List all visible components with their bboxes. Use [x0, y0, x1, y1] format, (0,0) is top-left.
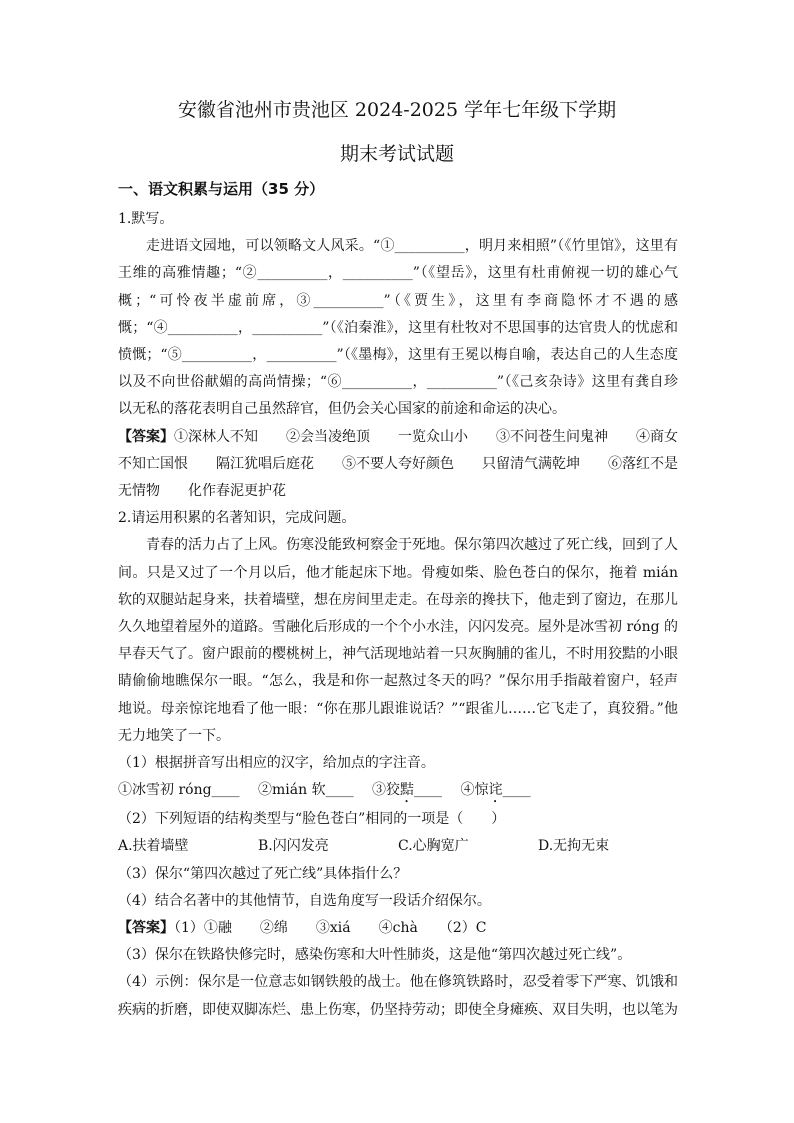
question-2-answer-3: （3）保尔在铁路快修完时，感染伤寒和大叶性肺炎，这是他“第四次越过死亡线”。: [118, 947, 632, 964]
option-c: C.心胸宽广: [398, 838, 469, 855]
question-2-sub4: （4）结合名著中的其他情节，自选角度写一段话介绍保尔。: [118, 892, 491, 909]
sub1-item-2: ②mián 软____: [258, 782, 354, 799]
question-2-heading: 2.请运用积累的名著知识，完成问题。: [118, 510, 356, 527]
question-2-answer-1: [118, 915, 678, 942]
question-2-sub1-items: [118, 777, 678, 806]
question-2-sub1: （1）根据拼音写出相应的汉字，给加点的字注音。: [118, 755, 435, 772]
section-heading-1: 一、语文积累与运用（35 分）: [118, 180, 325, 198]
question-2-options: [118, 833, 678, 860]
option-b: B.闪闪发亮: [258, 838, 329, 855]
sub1-item-4b: ____: [502, 782, 531, 799]
answer-text: ①深林人不知 ②会当凌绝顶 一览众山小 ③不问苍生问鬼神 ④商女不知亡国恨 隔江犹唱后庭花 ⑤不要人夸好颜色 只留清气满乾坤 ⑥落红不是无情物 化作春泥更护花: [118, 428, 678, 500]
sub1-item-1: ①冰雪初 róng____: [118, 782, 240, 799]
document-title-line1: 安徽省池州市贵池区 2024-2025 学年七年级下学期: [177, 99, 617, 121]
question-1-text: 走进语文园地，可以领略文人风采。“①__________，明月来相照”（《竹里馆》，这里有王维的高雅情趣；“②__________，__________”（《望岳》，这里有杜甫俯视一切的雄心气概；“可怜夜半虚前席，③__________”（《贾生》，这里有李商隐怀才不遇的感慨；“④__________，__________”（《泊秦淮》，这里有杜牧对不思国事的达官贵人的忧虑和愤慨；“⑤__________，__________”（《墨梅》，这里有王冕以梅自喻，表达自己的人生态度以及不向世俗献媚的高尚情操；“⑥__________，__________”（《己亥杂诗》这里有龚自珍以无私的落花表明自己虽然辞官，但仍会关心国家的前途和命运的决心。: [118, 238, 678, 418]
sub1-item-4a: ④惊: [460, 782, 489, 799]
document-title-line2: 期末考试试题: [339, 143, 454, 165]
option-d: D.无拘无束: [538, 838, 610, 855]
option-a: A.扶着墙壁: [118, 838, 189, 855]
question-2-passage: 青春的活力占了上风。伤寒没能致柯察金于死地。保尔第四次越过了死亡线，回到了人间。只是又过了一个月以后，他才能起床下地。骨瘦如柴、脸色苍白的保尔，拖着 mián 软的双腿站起身来，扶着墙壁，想在房间里走走。在母亲的搀扶下，他走到了窗边，在那儿久久地望着屋外的道路。雪融化后形成的一个个小水洼，闪闪发亮。屋外是冰雪初 róng 的早春天气了。窗户跟前的樱桃树上，神气活现地站着一只灰胸脯的雀儿，不时用狡黠的小眼睛偷偷地瞧保尔一眼。“怎么，我是和你一起熬过冬天的吗？”保尔用手指敲着窗户，轻声地说。母亲惊诧地看了他一眼：“你在那儿跟谁说话？”“跟雀儿……它飞走了，真狡猾。”他无力地笑了一下。: [118, 537, 678, 744]
question-1-answer: [118, 424, 678, 506]
answer-text: （1）①融 ②绵 ③xiá ④chà （2）C: [174, 920, 487, 937]
question-2-sub2: （2）下列短语的结构类型与“脸色苍白”相同的一项是（ ）: [118, 811, 506, 828]
question-2-answer-4: （4）示例：保尔是一位意志如钢铁般的战士。他在修筑铁路时，忍受着零下严寒、饥饿和疾病的折磨，即使双脚冻烂、患上伤寒，仍坚持劳动；即使全身瘫痪、双目失明，也以笔为: [118, 974, 678, 1018]
sub1-item-3b: ____: [414, 782, 443, 799]
document-body: [118, 206, 678, 1024]
question-1-heading: 1.默写。: [118, 211, 174, 227]
answer-label: 【答案】: [118, 920, 174, 937]
sub1-item-3-dotted: 黠: [400, 782, 415, 799]
question-2-sub3: （3）保尔“第四次越过了死亡线”具体指什么？: [118, 865, 408, 882]
answer-label: 【答案】: [118, 428, 174, 445]
sub1-item-3a: ③狡: [372, 782, 401, 799]
sub1-item-4-dotted: 诧: [488, 782, 503, 799]
